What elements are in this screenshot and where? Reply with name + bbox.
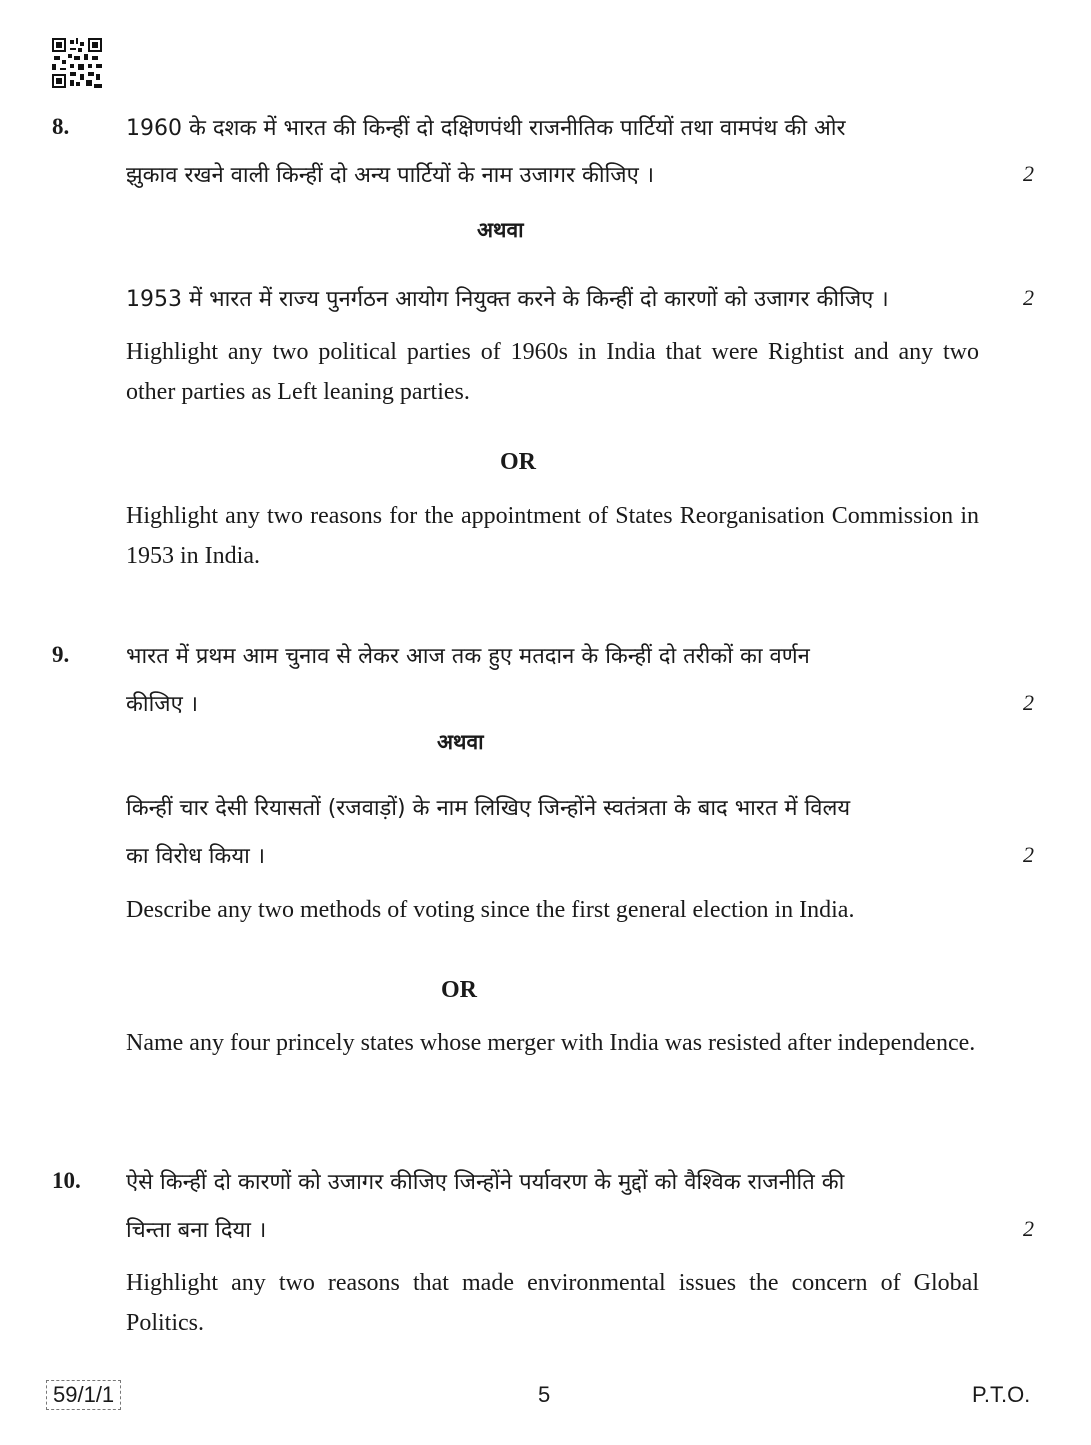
marks-label: 2: [1023, 285, 1034, 310]
question-text-english: Highlight any two reasons that made environmental issues the concern of Global Politics.: [126, 1270, 979, 1336]
pto-label: P.T.O.: [972, 1382, 1031, 1407]
alternate-question-english: Highlight any two reasons for the appointment of States Reorganisation Commission in 1953 in India.: [126, 503, 979, 569]
page-number: 5: [538, 1382, 551, 1407]
marks-label: 2: [1023, 1216, 1034, 1241]
marks-label: 2: [1023, 842, 1034, 867]
qr-code-icon: [52, 38, 102, 88]
or-separator-hindi: अथवा: [437, 730, 484, 754]
or-separator-hindi: अथवा: [477, 218, 524, 242]
question-text-hindi: ऐसे किन्हीं दो कारणों को उजागर कीजिए जिन्होंने पर्यावरण के मुद्दों को वैश्विक राजनीति की: [126, 1170, 845, 1195]
question-number: 10.: [52, 1168, 81, 1193]
marks-label: 2: [1023, 161, 1034, 186]
question-number: 9.: [52, 642, 70, 667]
question-text-hindi: झुकाव रखने वाली किन्हीं दो अन्य पार्टियों के नाम उजागर कीजिए ।: [126, 163, 655, 188]
alternate-question-hindi: किन्हीं चार देसी रियासतों (रजवाड़ों) के नाम लिखिए जिन्होंने स्वतंत्रता के बाद भारत में विलय: [126, 796, 851, 821]
marks-label: 2: [1023, 690, 1034, 715]
question-text-hindi: 1960 के दशक में भारत की किन्हीं दो दक्षिणपंथी राजनीतिक पार्टियों तथा वामपंथ की ओर: [126, 116, 846, 141]
alternate-question-hindi: का विरोध किया ।: [126, 844, 266, 869]
alternate-question-english: Name any four princely states whose merger with India was resisted after independence.: [126, 1030, 976, 1056]
question-text-hindi: कीजिए ।: [126, 692, 199, 717]
or-separator-english: OR: [441, 977, 477, 1003]
question-text-hindi: भारत में प्रथम आम चुनाव से लेकर आज तक हुए मतदान के किन्हीं दो तरीकों का वर्णन: [126, 644, 810, 669]
paper-code: 59/1/1: [46, 1380, 121, 1410]
question-text-english: Highlight any two political parties of 1960s in India that were Rightist and any two other parties as Left leaning parties.: [126, 339, 979, 405]
question-text-hindi: चिन्ता बना दिया ।: [126, 1218, 267, 1243]
alternate-question-hindi: 1953 में भारत में राज्य पुनर्गठन आयोग नियुक्त करने के किन्हीं दो कारणों को उजागर कीजिए ।: [126, 287, 889, 312]
question-number: 8.: [52, 114, 70, 139]
or-separator-english: OR: [500, 449, 536, 475]
question-text-english: Describe any two methods of voting since the first general election in India.: [126, 897, 855, 923]
